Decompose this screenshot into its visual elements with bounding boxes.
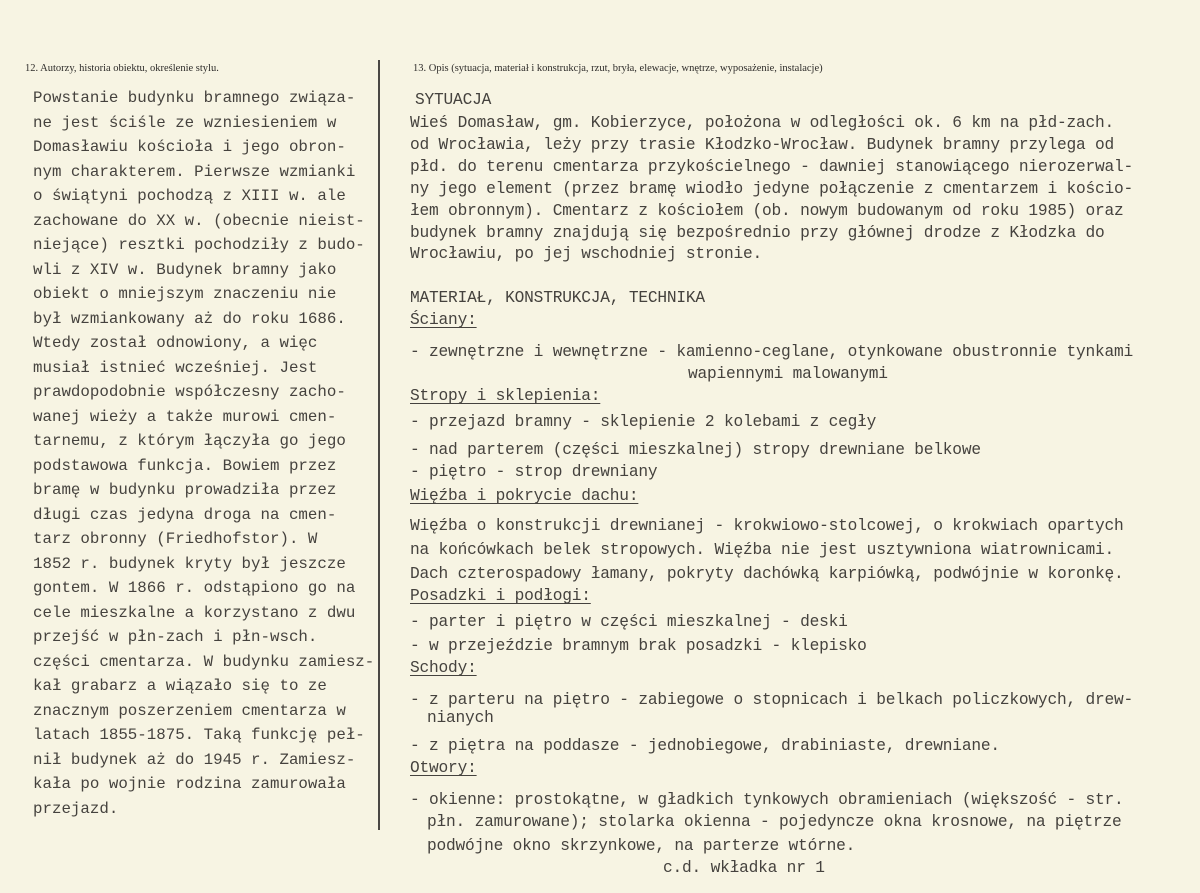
text-line: - z parteru na piętro - zabiegowe o stopnicach i belkach policzkowych, drew-	[410, 691, 1134, 709]
text-line: nianych	[427, 709, 494, 727]
text-line: nym charakterem. Pierwsze wzmianki	[33, 162, 356, 181]
text-line: ny jego element (przez bramę wiodło jedyne połączenie z cmentarzem i kościo-	[410, 180, 1134, 198]
text-line: na końcówkach belek stropowych. Więźba nie jest usztywniona wiatrownicami.	[410, 541, 1115, 559]
column-divider	[378, 60, 380, 830]
text-line: Wrocławiu, po jej wschodniej stronie.	[410, 245, 763, 263]
text-line: Dach czterospadowy łamany, pokryty dachówką karpiówką, podwójnie w koronkę.	[410, 565, 1124, 583]
text-line: płd. do terenu cmentarza przykościelnego - dawniej stanowiącego nierozerwal-	[410, 158, 1134, 176]
heading-roof: Więźba i pokrycie dachu:	[410, 487, 639, 505]
text-line: kała po wojnie rodzina zamurowała	[33, 775, 346, 793]
text-line: wli z XIV w. Budynek bramny jako	[33, 260, 337, 279]
text-line: latach 1855-1875. Taką funkcję peł-	[33, 726, 365, 744]
heading-floors: Posadzki i podłogi:	[410, 587, 591, 605]
text-line: długi czas jedyna droga na cmen-	[33, 505, 337, 524]
text-line: cele mieszkalne a korzystano z dwu	[33, 603, 356, 622]
text-line: łem obronnym). Cmentarz z kościołem (ob. nowym budowanym od roku 1985) oraz	[410, 202, 1124, 220]
text-line: Powstanie budynku bramnego związa-	[33, 89, 356, 107]
heading-material: MATERIAŁ, KONSTRUKCJA, TECHNIKA	[410, 289, 705, 307]
text-line: kał grabarz a wiązało się to ze	[33, 677, 327, 695]
text-line: tarnemu, z którym łączyła go jego	[33, 432, 346, 450]
text-line: - parter i piętro w części mieszkalnej - deski	[410, 613, 848, 631]
continuation-note: c.d. wkładka nr 1	[663, 859, 825, 877]
text-line: znacznym poszerzeniem cmentarza w	[33, 701, 346, 720]
text-line: ne jest ściśle ze wzniesieniem w	[33, 113, 337, 132]
text-line: był wzmiankowany aż do roku 1686.	[33, 309, 346, 328]
section-12-header: 12. Autorzy, historia obiektu, określenie stylu.	[25, 63, 219, 74]
text-line: o świątyni pochodzą z XIII w. ale	[33, 187, 346, 205]
text-line: - w przejeździe bramnym brak posadzki - klepisko	[410, 637, 867, 655]
text-line: 1852 r. budynek kryty był jeszcze	[33, 554, 346, 573]
text-line: podwójne okno skrzynkowe, na parterze wtórne.	[427, 837, 856, 855]
text-line: Domasławiu kościoła i jego obron-	[33, 138, 346, 156]
section-13-header: 13. Opis (sytuacja, materiał i konstrukcja, rzut, bryła, elewacje, wnętrze, wyposażenie, instalacje)	[413, 63, 823, 74]
heading-ceilings: Stropy i sklepienia:	[410, 387, 601, 405]
heading-situation: SYTUACJA	[415, 91, 492, 109]
text-line: gontem. W 1866 r. odstąpiono go na	[33, 579, 356, 597]
text-line: części cmentarza. W budynku zamiesz-	[33, 652, 375, 671]
text-line: Wtedy został odnowiony, a więc	[33, 334, 318, 352]
text-line: Więźba o konstrukcji drewnianej - krokwiowo-stolcowej, o krokwiach opartych	[410, 517, 1124, 535]
text-line: musiał istnieć wcześniej. Jest	[33, 358, 318, 377]
text-line: obiekt o mniejszym znaczeniu nie	[33, 285, 337, 303]
text-line: prawdopodobnie współczesny zacho-	[33, 383, 346, 401]
text-line: wapiennymi malowanymi	[688, 365, 888, 383]
heading-openings: Otwory:	[410, 759, 477, 777]
text-line: - piętro - strop drewniany	[410, 463, 658, 481]
text-line: - okienne: prostokątne, w gładkich tynkowych obramieniach (większość - str.	[410, 791, 1124, 809]
text-line: bramę w budynku prowadziła przez	[33, 481, 337, 499]
text-line: niejące) resztki pochodziły z budo-	[33, 236, 365, 254]
text-line: Wieś Domasław, gm. Kobierzyce, położona w odległości ok. 6 km na płd-zach.	[410, 114, 1115, 132]
text-line: tarz obronny (Friedhofstor). W	[33, 530, 318, 548]
history-text	[33, 86, 374, 821]
text-line: - z piętra na poddasze - jednobiegowe, drabiniaste, drewniane.	[410, 737, 1000, 755]
text-line: nił budynek aż do 1945 r. Zamiesz-	[33, 750, 356, 769]
text-line: podstawowa funkcja. Bowiem przez	[33, 456, 337, 475]
text-line: płn. zamurowane); stolarka okienna - pojedyncze okna krosnowe, na piętrze	[427, 813, 1122, 831]
text-line: - zewnętrzne i wewnętrzne - kamienno-ceglane, otynkowane obustronnie tynkami	[410, 343, 1134, 361]
text-line: - przejazd bramny - sklepienie 2 kolebami z cegły	[410, 413, 877, 431]
heading-stairs: Schody:	[410, 659, 477, 677]
text-line: - nad parterem (części mieszkalnej) stropy drewniane belkowe	[410, 441, 981, 459]
text-line: przejazd.	[33, 799, 119, 818]
text-line: przejść w płn-zach i płn-wsch.	[33, 628, 318, 646]
text-line: zachowane do XX w. (obecnie nieist-	[33, 211, 365, 230]
text-line: budynek bramny znajdują się bezpośrednio przy głównej drodze z Kłodzka do	[410, 224, 1105, 242]
text-line: wanej wieży a także murowi cmen-	[33, 407, 337, 426]
text-line: od Wrocławia, leży przy trasie Kłodzko-Wrocław. Budynek bramny przylega od	[410, 136, 1115, 154]
heading-walls: Ściany:	[410, 311, 477, 329]
